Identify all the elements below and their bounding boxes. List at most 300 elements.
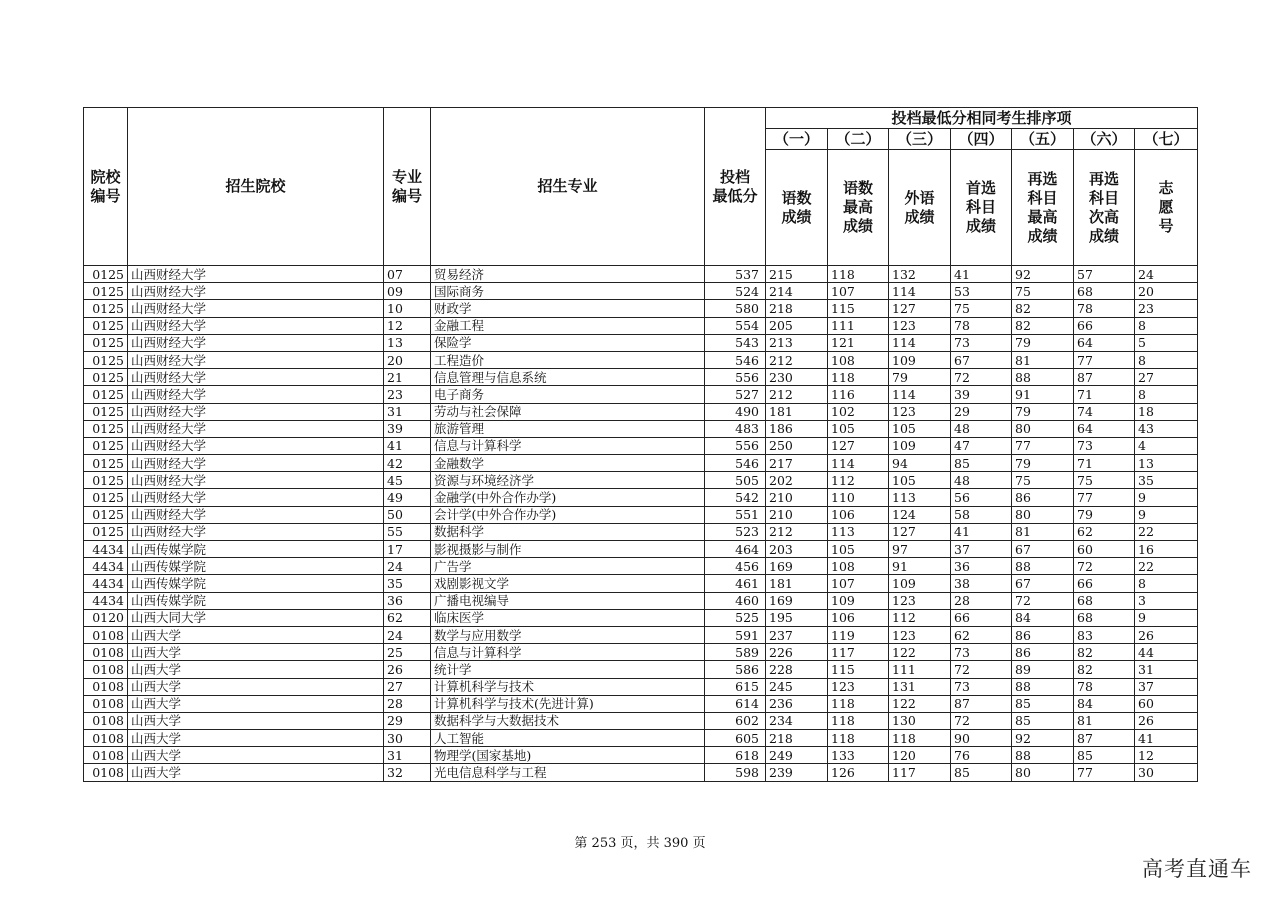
major-code-cell: 55 (384, 523, 431, 540)
rank2-cell: 107 (828, 283, 889, 300)
table-row (84, 455, 1198, 472)
table-row (84, 420, 1198, 437)
rank-col-number: （二） (828, 129, 889, 150)
school-cell: 山西财经大学 (128, 369, 384, 386)
school-cell: 山西财经大学 (128, 506, 384, 523)
rank7-cell: 35 (1135, 472, 1198, 489)
rank5-cell: 85 (1012, 712, 1074, 729)
rank2-cell: 109 (828, 592, 889, 609)
min-score-cell: 591 (705, 626, 766, 643)
major-code-cell: 32 (384, 764, 431, 781)
rank3-cell: 123 (889, 403, 951, 420)
rank3-cell: 97 (889, 541, 951, 558)
rank6-cell: 62 (1074, 523, 1135, 540)
header-school: 招生院校 (128, 108, 384, 266)
table-row (84, 730, 1198, 747)
rank-col-label: 首选 科目 成绩 (951, 150, 1012, 266)
school-code-cell: 0108 (84, 678, 128, 695)
rank4-cell: 48 (951, 472, 1012, 489)
min-score-cell: 580 (705, 300, 766, 317)
major-code-cell: 17 (384, 541, 431, 558)
rank1-cell: 249 (766, 747, 828, 764)
rank6-cell: 57 (1074, 266, 1135, 283)
school-code-cell: 0108 (84, 695, 128, 712)
rank2-cell: 115 (828, 300, 889, 317)
rank2-cell: 126 (828, 764, 889, 781)
min-score-cell: 490 (705, 403, 766, 420)
rank3-cell: 114 (889, 386, 951, 403)
rank2-cell: 118 (828, 712, 889, 729)
header-school-code (84, 108, 128, 266)
rank6-cell: 75 (1074, 472, 1135, 489)
rank3-cell: 123 (889, 626, 951, 643)
rank7-cell: 37 (1135, 678, 1198, 695)
rank4-cell: 29 (951, 403, 1012, 420)
min-score-cell: 554 (705, 317, 766, 334)
rank5-cell: 85 (1012, 695, 1074, 712)
table-header (84, 108, 1198, 266)
rank4-cell: 36 (951, 558, 1012, 575)
rank4-cell: 73 (951, 334, 1012, 351)
rank3-cell: 117 (889, 764, 951, 781)
min-score-cell: 483 (705, 420, 766, 437)
school-cell: 山西财经大学 (128, 523, 384, 540)
school-code-cell: 0108 (84, 712, 128, 729)
major-cell: 金融数学 (431, 455, 705, 472)
rank1-cell: 186 (766, 420, 828, 437)
header-rank-title: 投档最低分相同考生排序项 (766, 108, 1198, 129)
rank3-cell: 111 (889, 661, 951, 678)
min-score-cell: 605 (705, 730, 766, 747)
major-cell: 信息管理与信息系统 (431, 369, 705, 386)
rank7-cell: 41 (1135, 730, 1198, 747)
rank5-cell: 88 (1012, 747, 1074, 764)
rank6-cell: 84 (1074, 695, 1135, 712)
rank5-cell: 67 (1012, 575, 1074, 592)
major-code-cell: 23 (384, 386, 431, 403)
rank5-cell: 81 (1012, 523, 1074, 540)
min-score-cell: 464 (705, 541, 766, 558)
rank2-cell: 112 (828, 472, 889, 489)
rank5-cell: 67 (1012, 541, 1074, 558)
table-row (84, 472, 1198, 489)
rank7-cell: 31 (1135, 661, 1198, 678)
header-min-score-text: 投档 最低分 (712, 167, 758, 205)
rank1-cell: 181 (766, 403, 828, 420)
rank3-cell: 112 (889, 609, 951, 626)
table-row (84, 351, 1198, 368)
rank2-cell: 114 (828, 455, 889, 472)
rank-col-number: （六） (1074, 129, 1135, 150)
table-row (84, 558, 1198, 575)
rank4-cell: 87 (951, 695, 1012, 712)
rank3-cell: 113 (889, 489, 951, 506)
rank7-cell: 13 (1135, 455, 1198, 472)
rank6-cell: 64 (1074, 334, 1135, 351)
rank-col-label: 外语 成绩 (889, 150, 951, 266)
rank-col-number: （三） (889, 129, 951, 150)
rank4-cell: 62 (951, 626, 1012, 643)
rank5-cell: 75 (1012, 472, 1074, 489)
rank2-cell: 108 (828, 351, 889, 368)
rank6-cell: 74 (1074, 403, 1135, 420)
rank1-cell: 226 (766, 644, 828, 661)
rank5-cell: 82 (1012, 300, 1074, 317)
school-cell: 山西财经大学 (128, 403, 384, 420)
table-row (84, 644, 1198, 661)
major-code-cell: 27 (384, 678, 431, 695)
school-cell: 山西财经大学 (128, 351, 384, 368)
rank5-cell: 75 (1012, 283, 1074, 300)
rank4-cell: 85 (951, 455, 1012, 472)
min-score-cell: 551 (705, 506, 766, 523)
rank6-cell: 64 (1074, 420, 1135, 437)
rank5-cell: 86 (1012, 489, 1074, 506)
rank4-cell: 41 (951, 523, 1012, 540)
major-cell: 保险学 (431, 334, 705, 351)
min-score-cell: 525 (705, 609, 766, 626)
min-score-cell: 586 (705, 661, 766, 678)
major-code-cell: 29 (384, 712, 431, 729)
major-code-cell: 35 (384, 575, 431, 592)
school-cell: 山西财经大学 (128, 386, 384, 403)
school-cell: 山西财经大学 (128, 489, 384, 506)
major-code-cell: 28 (384, 695, 431, 712)
rank6-cell: 66 (1074, 317, 1135, 334)
rank4-cell: 75 (951, 300, 1012, 317)
rank5-cell: 80 (1012, 764, 1074, 781)
rank2-cell: 105 (828, 420, 889, 437)
rank6-cell: 68 (1074, 283, 1135, 300)
rank-col-label: 再选 科目 次高 成绩 (1074, 150, 1135, 266)
rank7-cell: 43 (1135, 420, 1198, 437)
school-cell: 山西传媒学院 (128, 558, 384, 575)
min-score-cell: 602 (705, 712, 766, 729)
rank7-cell: 9 (1135, 609, 1198, 626)
school-code-cell: 0108 (84, 747, 128, 764)
rank4-cell: 73 (951, 678, 1012, 695)
rank6-cell: 77 (1074, 764, 1135, 781)
rank1-cell: 210 (766, 506, 828, 523)
table-row (84, 283, 1198, 300)
school-code-cell: 0120 (84, 609, 128, 626)
rank4-cell: 66 (951, 609, 1012, 626)
school-cell: 山西传媒学院 (128, 575, 384, 592)
major-cell: 物理学(国家基地) (431, 747, 705, 764)
school-code-cell: 0125 (84, 283, 128, 300)
school-cell: 山西财经大学 (128, 472, 384, 489)
table-row (84, 437, 1198, 454)
school-code-cell: 0108 (84, 626, 128, 643)
rank-col-number: （七） (1135, 129, 1198, 150)
rank2-cell: 118 (828, 369, 889, 386)
school-cell: 山西大学 (128, 626, 384, 643)
rank3-cell: 132 (889, 266, 951, 283)
rank6-cell: 77 (1074, 351, 1135, 368)
major-cell: 计算机科学与技术(先进计算) (431, 695, 705, 712)
school-code-cell: 0108 (84, 661, 128, 678)
rank-col-number: （五） (1012, 129, 1074, 150)
min-score-cell: 505 (705, 472, 766, 489)
rank3-cell: 109 (889, 351, 951, 368)
major-code-cell: 10 (384, 300, 431, 317)
major-code-cell: 09 (384, 283, 431, 300)
rank6-cell: 68 (1074, 609, 1135, 626)
rank6-cell: 60 (1074, 541, 1135, 558)
rank4-cell: 72 (951, 661, 1012, 678)
rank2-cell: 107 (828, 575, 889, 592)
rank5-cell: 91 (1012, 386, 1074, 403)
rank4-cell: 73 (951, 644, 1012, 661)
rank6-cell: 82 (1074, 661, 1135, 678)
rank5-cell: 89 (1012, 661, 1074, 678)
school-code-cell: 0125 (84, 523, 128, 540)
rank-col-label: 志 愿 号 (1135, 150, 1198, 266)
major-code-cell: 49 (384, 489, 431, 506)
major-cell: 人工智能 (431, 730, 705, 747)
table-row (84, 403, 1198, 420)
school-code-cell: 0125 (84, 334, 128, 351)
table-row (84, 523, 1198, 540)
min-score-cell: 523 (705, 523, 766, 540)
header-major-code (384, 108, 431, 266)
rank7-cell: 26 (1135, 626, 1198, 643)
rank5-cell: 86 (1012, 644, 1074, 661)
school-code-cell: 4434 (84, 592, 128, 609)
major-cell: 资源与环境经济学 (431, 472, 705, 489)
min-score-cell: 543 (705, 334, 766, 351)
rank-col-number: （四） (951, 129, 1012, 150)
major-code-cell: 45 (384, 472, 431, 489)
rank7-cell: 60 (1135, 695, 1198, 712)
min-score-cell: 546 (705, 455, 766, 472)
table-row (84, 317, 1198, 334)
table-row (84, 712, 1198, 729)
major-code-cell: 30 (384, 730, 431, 747)
major-code-cell: 62 (384, 609, 431, 626)
rank7-cell: 9 (1135, 489, 1198, 506)
school-cell: 山西财经大学 (128, 420, 384, 437)
min-score-cell: 460 (705, 592, 766, 609)
rank6-cell: 71 (1074, 455, 1135, 472)
school-cell: 山西传媒学院 (128, 541, 384, 558)
rank5-cell: 86 (1012, 626, 1074, 643)
rank7-cell: 5 (1135, 334, 1198, 351)
rank6-cell: 72 (1074, 558, 1135, 575)
school-cell: 山西大学 (128, 661, 384, 678)
rank1-cell: 218 (766, 730, 828, 747)
rank3-cell: 79 (889, 369, 951, 386)
major-cell: 光电信息科学与工程 (431, 764, 705, 781)
major-cell: 贸易经济 (431, 266, 705, 283)
major-cell: 戏剧影视文学 (431, 575, 705, 592)
rank6-cell: 87 (1074, 369, 1135, 386)
major-code-cell: 24 (384, 558, 431, 575)
rank2-cell: 105 (828, 541, 889, 558)
major-cell: 广播电视编导 (431, 592, 705, 609)
rank2-cell: 127 (828, 437, 889, 454)
school-code-cell: 0125 (84, 386, 128, 403)
major-code-cell: 13 (384, 334, 431, 351)
table-row (84, 506, 1198, 523)
rank2-cell: 117 (828, 644, 889, 661)
rank1-cell: 205 (766, 317, 828, 334)
rank6-cell: 77 (1074, 489, 1135, 506)
rank3-cell: 122 (889, 644, 951, 661)
rank4-cell: 38 (951, 575, 1012, 592)
school-code-cell: 0125 (84, 403, 128, 420)
rank1-cell: 213 (766, 334, 828, 351)
school-cell: 山西大学 (128, 730, 384, 747)
rank5-cell: 77 (1012, 437, 1074, 454)
school-code-cell: 0125 (84, 455, 128, 472)
major-cell: 广告学 (431, 558, 705, 575)
major-cell: 金融学(中外合作办学) (431, 489, 705, 506)
admission-table (83, 107, 1198, 782)
rank7-cell: 23 (1135, 300, 1198, 317)
table-row (84, 266, 1198, 283)
school-cell: 山西大学 (128, 747, 384, 764)
rank1-cell: 212 (766, 523, 828, 540)
min-score-cell: 598 (705, 764, 766, 781)
table-row (84, 386, 1198, 403)
rank1-cell: 214 (766, 283, 828, 300)
rank5-cell: 80 (1012, 420, 1074, 437)
rank5-cell: 92 (1012, 730, 1074, 747)
min-score-cell: 527 (705, 386, 766, 403)
rank7-cell: 8 (1135, 351, 1198, 368)
major-code-cell: 24 (384, 626, 431, 643)
rank3-cell: 123 (889, 592, 951, 609)
school-cell: 山西财经大学 (128, 437, 384, 454)
rank1-cell: 230 (766, 369, 828, 386)
table-body (84, 266, 1198, 782)
major-cell: 工程造价 (431, 351, 705, 368)
rank5-cell: 92 (1012, 266, 1074, 283)
school-cell: 山西大学 (128, 712, 384, 729)
page-footer: 第 253 页，共 390 页 (574, 836, 706, 851)
rank3-cell: 122 (889, 695, 951, 712)
rank5-cell: 88 (1012, 558, 1074, 575)
major-code-cell: 42 (384, 455, 431, 472)
rank1-cell: 234 (766, 712, 828, 729)
rank3-cell: 105 (889, 420, 951, 437)
major-cell: 电子商务 (431, 386, 705, 403)
table-row (84, 575, 1198, 592)
rank3-cell: 105 (889, 472, 951, 489)
rank6-cell: 87 (1074, 730, 1135, 747)
rank-col-label: 语数 最高 成绩 (828, 150, 889, 266)
school-cell: 山西财经大学 (128, 334, 384, 351)
rank6-cell: 81 (1074, 712, 1135, 729)
table-row (84, 369, 1198, 386)
rank3-cell: 131 (889, 678, 951, 695)
rank4-cell: 58 (951, 506, 1012, 523)
rank2-cell: 111 (828, 317, 889, 334)
rank1-cell: 195 (766, 609, 828, 626)
rank1-cell: 169 (766, 558, 828, 575)
rank1-cell: 212 (766, 386, 828, 403)
rank1-cell: 210 (766, 489, 828, 506)
school-cell: 山西大同大学 (128, 609, 384, 626)
school-code-cell: 0125 (84, 317, 128, 334)
rank1-cell: 245 (766, 678, 828, 695)
rank4-cell: 48 (951, 420, 1012, 437)
rank5-cell: 84 (1012, 609, 1074, 626)
rank6-cell: 79 (1074, 506, 1135, 523)
min-score-cell: 556 (705, 369, 766, 386)
school-code-cell: 0125 (84, 266, 128, 283)
min-score-cell: 461 (705, 575, 766, 592)
major-cell: 金融工程 (431, 317, 705, 334)
major-code-cell: 41 (384, 437, 431, 454)
school-cell: 山西财经大学 (128, 317, 384, 334)
major-code-cell: 31 (384, 747, 431, 764)
major-cell: 临床医学 (431, 609, 705, 626)
rank7-cell: 27 (1135, 369, 1198, 386)
school-cell: 山西财经大学 (128, 455, 384, 472)
min-score-cell: 618 (705, 747, 766, 764)
rank1-cell: 250 (766, 437, 828, 454)
school-code-cell: 0108 (84, 730, 128, 747)
table-row (84, 300, 1198, 317)
major-code-cell: 21 (384, 369, 431, 386)
rank7-cell: 8 (1135, 575, 1198, 592)
major-cell: 劳动与社会保障 (431, 403, 705, 420)
rank3-cell: 114 (889, 334, 951, 351)
rank6-cell: 85 (1074, 747, 1135, 764)
table-row (84, 592, 1198, 609)
rank5-cell: 82 (1012, 317, 1074, 334)
table-row (84, 609, 1198, 626)
school-cell: 山西大学 (128, 764, 384, 781)
rank7-cell: 20 (1135, 283, 1198, 300)
min-score-cell: 615 (705, 678, 766, 695)
rank7-cell: 12 (1135, 747, 1198, 764)
rank7-cell: 24 (1135, 266, 1198, 283)
rank3-cell: 109 (889, 575, 951, 592)
major-cell: 国际商务 (431, 283, 705, 300)
rank1-cell: 202 (766, 472, 828, 489)
rank5-cell: 80 (1012, 506, 1074, 523)
header-min-score (705, 108, 766, 266)
rank2-cell: 110 (828, 489, 889, 506)
major-cell: 数学与应用数学 (431, 626, 705, 643)
rank1-cell: 215 (766, 266, 828, 283)
rank4-cell: 56 (951, 489, 1012, 506)
major-code-cell: 07 (384, 266, 431, 283)
rank4-cell: 39 (951, 386, 1012, 403)
rank1-cell: 239 (766, 764, 828, 781)
rank6-cell: 78 (1074, 300, 1135, 317)
rank2-cell: 121 (828, 334, 889, 351)
school-code-cell: 0125 (84, 369, 128, 386)
rank7-cell: 22 (1135, 523, 1198, 540)
rank7-cell: 8 (1135, 386, 1198, 403)
rank5-cell: 72 (1012, 592, 1074, 609)
rank5-cell: 81 (1012, 351, 1074, 368)
watermark: 高考直通车 (1142, 857, 1252, 881)
rank5-cell: 79 (1012, 403, 1074, 420)
header-major-code-text: 专业 编号 (391, 167, 422, 205)
rank-col-number: （一） (766, 129, 828, 150)
major-code-cell: 50 (384, 506, 431, 523)
school-cell: 山西大学 (128, 678, 384, 695)
school-code-cell: 0125 (84, 506, 128, 523)
rank2-cell: 123 (828, 678, 889, 695)
rank6-cell: 82 (1074, 644, 1135, 661)
school-cell: 山西财经大学 (128, 300, 384, 317)
